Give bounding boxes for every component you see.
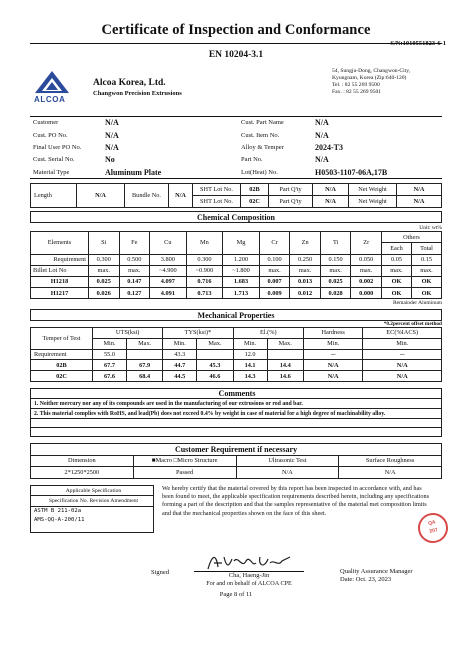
total-header: Total: [412, 243, 442, 254]
revision-label: Specification No. Revision Amendment: [31, 496, 153, 507]
max-header: Max.: [267, 338, 303, 349]
spec-box: [30, 485, 154, 533]
req-max: max.: [290, 265, 321, 276]
chem-value: 4.091: [150, 288, 187, 299]
max-header: Max.: [126, 338, 162, 349]
chem-value: 0.028: [320, 288, 351, 299]
part-qty-label: Part Q'ty: [269, 195, 313, 207]
chem-value: 0.012: [290, 288, 321, 299]
info-value: No: [105, 155, 115, 165]
ultrasonic-header: Ultrasonic Test: [236, 455, 339, 467]
mech-value: 67.9: [126, 360, 162, 371]
customer-requirement-table: [30, 443, 442, 479]
sht-lot-value: 02C: [241, 195, 269, 207]
chem-value: 0.007: [259, 276, 290, 287]
each-header: Each: [382, 243, 412, 254]
mech-req: 12.0: [233, 349, 267, 360]
mech-lot: 02B: [31, 360, 93, 371]
chem-header-row: [31, 232, 442, 243]
min-header: Min.: [363, 338, 442, 349]
mech-value: N/A: [303, 360, 363, 371]
sht-lot-value: 02B: [241, 183, 269, 195]
req-min: 0.050: [351, 254, 382, 265]
serial-number: S/N:1010551823-6-1: [390, 40, 446, 47]
req-max: max.: [259, 265, 290, 276]
requirement-label: Requirement: [31, 349, 93, 360]
structure-value: Passed: [133, 467, 236, 479]
company-name: Alcoa Korea, Ltd.: [93, 78, 166, 88]
net-weight-label: Net Weight: [349, 195, 397, 207]
page-number: Page 8 of 11: [219, 590, 253, 598]
chem-value: OK: [412, 288, 442, 299]
info-value: N/A: [315, 130, 329, 140]
mech-lot-row: [31, 360, 442, 371]
req-max: max.: [412, 265, 442, 276]
part-qty-value: N/A: [313, 183, 349, 195]
chem-value: 1.683: [223, 276, 260, 287]
mech-lot: 02C: [31, 371, 93, 382]
handwritten-signature: [204, 551, 294, 573]
element-header: Cr: [259, 232, 290, 254]
info-row: [30, 117, 442, 129]
net-weight-value: N/A: [397, 195, 442, 207]
dimension-value: 2*1250*2500: [31, 467, 134, 479]
signed-label: Signed: [151, 568, 170, 576]
comments-table: [30, 388, 442, 437]
billet-lot-label: Billet Lot No: [31, 265, 89, 276]
chem-requirement-row: [31, 254, 442, 265]
mech-req: [267, 349, 303, 360]
req-max: ~4.900: [150, 265, 187, 276]
mech-value: 68.4: [126, 371, 162, 382]
chem-unit: Unit: wt%: [419, 225, 442, 232]
spec-blank: [31, 525, 153, 532]
info-value: Aluminum Plate: [105, 167, 162, 177]
info-label: Part No.: [241, 156, 263, 164]
length-label: Length: [31, 183, 77, 207]
signature-block: [30, 551, 442, 585]
signer-name: Cha, Haeng-Jin: [228, 571, 270, 579]
req-max: ~1.800: [223, 265, 260, 276]
roughness-value: N/A: [339, 467, 442, 479]
info-label: Cust. Serial No.: [33, 156, 75, 164]
customer-header-row: [31, 455, 442, 467]
alcoa-triangle-icon: [34, 70, 70, 94]
mechanical-properties-table: [30, 327, 442, 382]
mech-value: 44.7: [163, 360, 197, 371]
mech-value: 14.3: [233, 371, 267, 382]
info-value: 2024-T3: [315, 142, 343, 152]
stamp-text: 207: [428, 526, 439, 535]
length-value: N/A: [77, 183, 125, 207]
offset-note: *0.2percent offset method: [383, 321, 442, 328]
order-info-table: [30, 116, 442, 179]
chem-value: 0.025: [320, 276, 351, 287]
part-qty-value: N/A: [313, 195, 349, 207]
signer-title: Quality Assurance Manager: [340, 567, 413, 575]
specification-block: [30, 485, 154, 533]
mech-value: 46.6: [197, 371, 233, 382]
info-value: H0503-1107-06A,17B: [315, 167, 388, 177]
logo-text: ALCOA: [34, 95, 66, 104]
chem-value: 0.025: [89, 276, 120, 287]
req-min: 3.800: [150, 254, 187, 265]
info-value: N/A: [105, 142, 119, 152]
address-line: Tel. : 82 55 269 9500: [332, 82, 380, 88]
customer-req-title: Customer Requirement if necessary: [31, 444, 442, 456]
comments-title: Comments: [31, 389, 442, 399]
mech-req: [197, 349, 233, 360]
info-label: Lot(Heat) No.: [241, 168, 278, 176]
req-min: 1.200: [223, 254, 260, 265]
elongation-header: El.(%): [233, 328, 303, 339]
mech-value: 14.1: [233, 360, 267, 371]
info-row: [30, 154, 442, 166]
chem-value: 1.713: [223, 288, 260, 299]
mech-value: 14.6: [267, 371, 303, 382]
net-weight-value: N/A: [397, 183, 442, 195]
req-max: max.: [320, 265, 351, 276]
roughness-header: Surface Roughness: [339, 455, 442, 467]
req-max: ~0.900: [186, 265, 223, 276]
mech-header-row: [31, 328, 442, 339]
billet-lot: H1217: [31, 288, 89, 299]
bundle-value: N/A: [169, 183, 193, 207]
customer-value-row: [31, 467, 442, 479]
lot-row: [31, 183, 442, 195]
chem-lot-row: [31, 288, 442, 299]
requirement-label: Requirement: [31, 254, 89, 265]
mech-section-title: Mechanical Properties: [31, 310, 442, 321]
elements-label: Elements: [31, 232, 89, 254]
mech-req: ─: [363, 349, 442, 360]
chem-value: 0.000: [351, 288, 382, 299]
certificate-page: [30, 22, 446, 598]
chem-value: 0.002: [351, 276, 382, 287]
info-value: N/A: [315, 118, 329, 128]
company-address: [332, 68, 410, 96]
mech-value: 14.4: [267, 360, 303, 371]
req-min: 0.15: [412, 254, 442, 265]
chem-value: OK: [412, 276, 442, 287]
element-header: Mg: [223, 232, 260, 254]
element-header: Zn: [290, 232, 321, 254]
stamp-text: QA: [427, 518, 437, 527]
element-header: Mn: [186, 232, 223, 254]
info-row: [30, 166, 442, 178]
spec-label: Applicable Specification: [31, 486, 153, 497]
tys-header: TYS(ksi)*: [163, 328, 233, 339]
mech-value: N/A: [363, 360, 442, 371]
chem-value: 0.127: [119, 288, 150, 299]
mech-lot-row: [31, 371, 442, 382]
comment-line: 1. Neither mercury nor any of its compounds are used in the manufacturing of our extrusions or rod and bar.: [31, 399, 442, 409]
chem-value: OK: [382, 276, 412, 287]
address-line: Kyungnam, Korea (Zip:640-120): [332, 75, 407, 81]
mechanical-title-table: [30, 309, 442, 321]
behalf-text: For and on behalf of ALCOA CPE: [206, 579, 292, 587]
min-header: Min.: [303, 338, 363, 349]
req-max: max.: [382, 265, 412, 276]
req-min: 0.300: [89, 254, 120, 265]
info-label: Cust. Part Name: [241, 119, 284, 127]
element-header: Ti: [320, 232, 351, 254]
certification-statement: We hereby certify that the material covered by this report has been inspected in accordance with, and has been found to meet, the applicable specification requirements described herein, including any specifications forming a part of the description and that the samples representative of the material met composition limits and that the mechanical properties shown on the face of this sheet.: [162, 484, 429, 517]
element-header: Cu: [150, 232, 187, 254]
chem-value: 0.026: [89, 288, 120, 299]
req-max: max.: [89, 265, 120, 276]
chem-value: 0.013: [290, 276, 321, 287]
info-value: N/A: [315, 155, 329, 165]
company-division: Changwon Precision Extrusions: [93, 90, 182, 97]
mech-req: ─: [303, 349, 363, 360]
remainder-note: Remainder Aluminum: [392, 300, 442, 307]
net-weight-label: Net Weight: [349, 183, 397, 195]
structure-header: ■Macro □Micro Structure: [133, 455, 236, 467]
lot-quantity-table: [30, 183, 442, 208]
comment-line: 2. This material complies with RoHS, and lead(Pb) does not exceed 0.4% by weight in case of material for a high degree of machinability alloy.: [31, 409, 442, 419]
sign-date: Date: Oct. 23, 2023: [340, 575, 392, 583]
ultrasonic-value: N/A: [236, 467, 339, 479]
mech-value: 44.5: [163, 371, 197, 382]
hardness-header: Hardness: [303, 328, 363, 339]
chem-value: 0.009: [259, 288, 290, 299]
req-min: 0.300: [186, 254, 223, 265]
mech-value: 67.7: [93, 360, 127, 371]
mech-req: 55.0: [93, 349, 127, 360]
chem-section-title: Chemical Composition: [31, 211, 442, 222]
req-min: 0.250: [290, 254, 321, 265]
req-min: 0.150: [320, 254, 351, 265]
spec-item: AMS-QQ-A-200/11: [34, 516, 85, 523]
standard-label: EN 10204-3.1: [208, 50, 264, 60]
dimension-header: Dimension: [31, 455, 134, 467]
mech-value: 45.3: [197, 360, 233, 371]
mech-requirement-row: [31, 349, 442, 360]
chem-value: 4.097: [150, 276, 187, 287]
info-value: N/A: [105, 130, 119, 140]
element-header: Fe: [119, 232, 150, 254]
req-min: 0.500: [119, 254, 150, 265]
document-title: Certificate of Inspection and Conformance: [101, 22, 371, 38]
temper-label: Temper of Test: [31, 328, 93, 350]
min-header: Min.: [163, 338, 197, 349]
info-row: [30, 141, 442, 153]
chem-value: 0.147: [119, 276, 150, 287]
sht-lot-label: SHT Lot No.: [193, 183, 241, 195]
min-header: Min.: [93, 338, 127, 349]
billet-lot: H1218: [31, 276, 89, 287]
title-rule: [30, 43, 442, 44]
certification-block: [30, 485, 442, 547]
address-line: 54, Sungju-Dong, Changwon-City,: [332, 68, 411, 74]
mech-req: 43.3: [163, 349, 197, 360]
comment-blank: [31, 428, 442, 437]
company-block: [93, 78, 182, 97]
req-min: 0.100: [259, 254, 290, 265]
info-label: Material Type: [33, 168, 70, 176]
uts-header: UTS(ksi): [93, 328, 163, 339]
min-header: Min.: [233, 338, 267, 349]
info-label: Alloy & Temper: [241, 143, 284, 151]
element-header: Si: [89, 232, 120, 254]
chem-value: OK: [382, 288, 412, 299]
sht-lot-label: SHT Lot No.: [193, 195, 241, 207]
element-header: Zr: [351, 232, 382, 254]
others-header: Others: [382, 232, 442, 243]
part-qty-label: Part Q'ty: [269, 183, 313, 195]
ec-header: EC(%IACS): [363, 328, 442, 339]
chemical-values-table: [30, 231, 442, 299]
info-label: Cust. Item No.: [241, 131, 280, 139]
comment-blank: [31, 419, 442, 428]
max-header: Max.: [197, 338, 233, 349]
info-label: Final User PO No.: [33, 143, 82, 151]
mech-value: N/A: [303, 371, 363, 382]
chem-value: 0.716: [186, 276, 223, 287]
info-value: N/A: [105, 118, 119, 128]
chem-value: 0.713: [186, 288, 223, 299]
bundle-label: Bundle No.: [125, 183, 169, 207]
chem-requirement-row: [31, 265, 442, 276]
company-header: [30, 66, 442, 114]
req-max: max.: [119, 265, 150, 276]
mech-req: [126, 349, 162, 360]
info-label: Cust. PO No.: [33, 131, 68, 139]
info-row: [30, 129, 442, 141]
alcoa-logo: [34, 70, 74, 104]
req-min: 0.05: [382, 254, 412, 265]
chemical-composition-table: [30, 211, 442, 223]
req-max: max.: [351, 265, 382, 276]
spec-item: ASTM B 211-02a: [34, 507, 82, 514]
mech-value: N/A: [363, 371, 442, 382]
mech-subheader-row: [31, 338, 442, 349]
chem-lot-row: [31, 276, 442, 287]
address-line: Fax. : 82 55 269 9501: [332, 89, 382, 95]
mech-value: 67.6: [93, 371, 127, 382]
info-label: Customer: [33, 119, 59, 127]
